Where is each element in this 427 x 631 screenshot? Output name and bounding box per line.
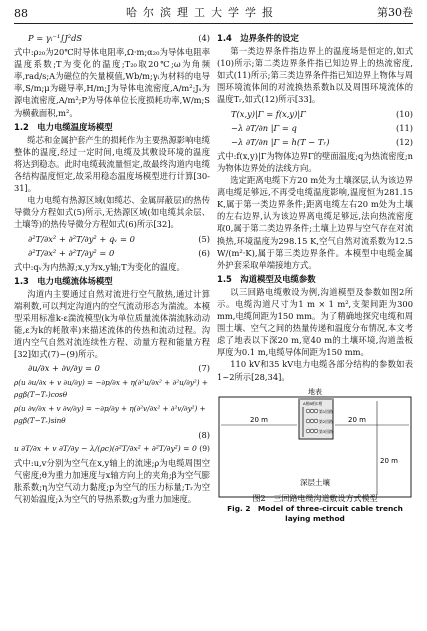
dim-depth-label: 20 m [380, 456, 398, 465]
equation-8-number: (8) [198, 429, 210, 440]
cover-plate [299, 397, 333, 400]
dim-left-label: 20 m [250, 415, 268, 424]
cable-1a [306, 409, 310, 413]
cable-1c [314, 409, 318, 413]
cable-3a [306, 429, 310, 433]
equation-5: ∂²T/∂x² + ∂²T/∂y² + qᵥ = 0 (5) [28, 233, 210, 244]
section-heading: 1.4 边界条件的设定 [217, 33, 299, 43]
paragraph: 沟道内主要通过自然对流进行空气散热,通过计算端利数,可以判定沟道内的空气流动形态为湍流。本模型采用标准k-ε湍流模型(k为单位质量流体湍流脉动动能,ε为k的耗散率)来描述流体的传热和流动过程。沟道内空气自然对流连续性方程、动量方程和能量方程[32]如式(7)~(9)所示。 [14, 288, 210, 360]
ground-surface-label: 地表 [308, 387, 322, 396]
cable-1b [310, 409, 314, 413]
figure-caption-cn: 图2 三回路电缆沟道敷设方式模型 [252, 493, 378, 503]
circuit-1-label: 第1回路 [319, 408, 333, 414]
paragraph: 选定距离电缆下方20 m处为土壤深层,认为该边界离电缆足够远,不再受电缆温度影响,温度恒为281.15 K,属于第一类边界条件;距离电缆左右20 m处为土壤的左右边界,认为该边界离电缆足够远,法向热流密度取0,属于第二类边界条件;土壤上边界与空气存在对流换热,环境温度为298.15 K,空气自然对流系数为12.5 W/(m²·K),属于第三类边界条件。本模型中电缆金属外护套采取单端接地方式。 [217, 175, 413, 270]
circuit-3-label: 第3回路 [319, 428, 333, 434]
paragraph: 第一类边界条件指边界上的温度场是恒定的,如式(10)所示;第二类边界条件指已知边界上的热流密度,如式(11)所示;第三类边界条件指已知边界上物体与周围环境流体间的对流换热系数h以及周围环境流体的温度Tᵣ,如式(12)所示[33]。 [217, 46, 413, 105]
circuit-2-label: 第2回路 [319, 418, 333, 424]
paragraph: 式中:qᵥ为内热源;x,y为x,y轴;T为变化的温度。 [14, 261, 185, 272]
equation-7: ∂u/∂x + ∂v/∂y = 0 (7) [28, 363, 210, 374]
equation-4: P = γᵢ⁻¹∫J²dS (4) [28, 33, 210, 43]
equation-9: u ∂T/∂x + v ∂T/∂y − λ/(ρc)(∂²T/∂x² + ∂²T/∂y²) = 0 (9) [14, 444, 210, 453]
phase-label: A相B相C相 [303, 400, 323, 406]
paragraph: 式中:u,v分别为空气在x,y轴上的流速;ρ为电缆周围空气密度;θ为重力加速度与x轴方向上的夹角;β为空气膨胀系数;η为空气动力黏度;p为空气的压力标量;Tᵣ为空气初始温度;λ为空气的导热系数;g为重力加速度。 [14, 458, 210, 505]
paragraph: 式中:f(x,y)|Γ为物体边界Γ的壁面温度;q为热流密度;n为物体边界处的法线方向。 [217, 150, 413, 173]
paragraph: 缆芯和金属护套产生的损耗作为主要热源影响电缆整体的温度,经过一定时间,电缆及其敷设环境的温度将达到稳态。此时电缆载流量恒定,故最终沟道内电缆各结构温度恒定,故采用稳态温度场模型进行计算[30-31]。 [14, 134, 210, 194]
cable-2b [310, 419, 314, 423]
paragraph: 式中:ρ₂₀为20℃时导体电阻率,Ω·m;α₂₀为导体电阻率温度系数;T为变化的温度;T₂₀取20℃;ω为角频率,rad/s;A为磁位的矢量模值,Wb/m;γᵢ为材料的电导率,S/m;μ为磁导率,H/m;J为导体电流密度,A/m²;Jₛ为源电流密度,A/m²;P为导体单位长度损耗功率,W/m;S为横截面积,m²。 [14, 47, 210, 118]
cable-3b [310, 429, 314, 433]
page-number: 88 [14, 7, 28, 20]
right-column [217, 30, 413, 523]
cable-2a [306, 419, 310, 423]
equation-10: T(x,y)|Γ = f(x,y)|Γ (10) [231, 108, 413, 119]
paragraph: 电力电缆有热源区域(如缆芯、金属屏蔽层)的热传导微分方程如式(5)所示,无热源区域(如电缆其余层、土壤等)的热传导微分方程如式(6)所示[32]。 [14, 195, 210, 230]
equation-6: ∂²T/∂x² + ∂²T/∂y² = 0 (6) [28, 247, 210, 258]
deep-soil-label: 深层土壤 [300, 477, 330, 487]
section-heading: 1.3 电力电缆流体场模型 [14, 275, 113, 286]
equation-8b: ρ(u ∂v/∂x + v ∂v/∂y) = −∂p/∂y + η(∂²v/∂x² + ∂²v/∂y²) + ρgβ(T−Tᵣ)sinθ [14, 403, 206, 425]
journal-title: 哈尔滨理工大学学报 [126, 6, 279, 19]
section-heading: 1.2 电力电缆温度场模型 [14, 121, 113, 132]
figure-caption-en: Fig. 2 Model of three-circuit cable trench laying method [227, 503, 403, 523]
paragraph: 以三回路电缆敷设为例,沟道模型及参数如图2所示。电缆沟道尺寸为1 m × 1 m²,支架间距为300 mm,电缆间距为150 mm。为了精确地探究电缆和周围土壤、空气之间的热量传递和温度分布情况,本文考虑了地表以下深20 m,宽40 m的土壤环境,沟道盖板厚度为0.1 m,电缆导体间距为150 mm。 [217, 286, 413, 358]
figure-2-trench-model [217, 387, 413, 523]
page-header [14, 0, 413, 24]
left-column [14, 30, 210, 505]
cable-2c [314, 419, 318, 423]
equation-8a: ρ(u ∂u/∂x + v ∂u/∂y) = −∂p/∂x + η(∂²u/∂x² + ∂²u/∂y²) + ρgβ(T−Tᵣ)cosθ [14, 377, 208, 399]
paragraph: 110 kV和35 kV电力电缆各部分结构的参数如表1~2所示[28,34]。 [217, 359, 413, 382]
cable-3c [314, 429, 318, 433]
dim-right-label: 20 m [348, 415, 366, 424]
equation-11: −λ ∂T/∂n |Γ = q (11) [231, 122, 413, 133]
section-heading: 1.5 沟道模型及电缆参数 [217, 273, 316, 284]
equation-12: −λ ∂T/∂n |Γ = h(T − Tᵣ) (12) [231, 136, 413, 147]
volume-label: 第30卷 [377, 6, 413, 19]
